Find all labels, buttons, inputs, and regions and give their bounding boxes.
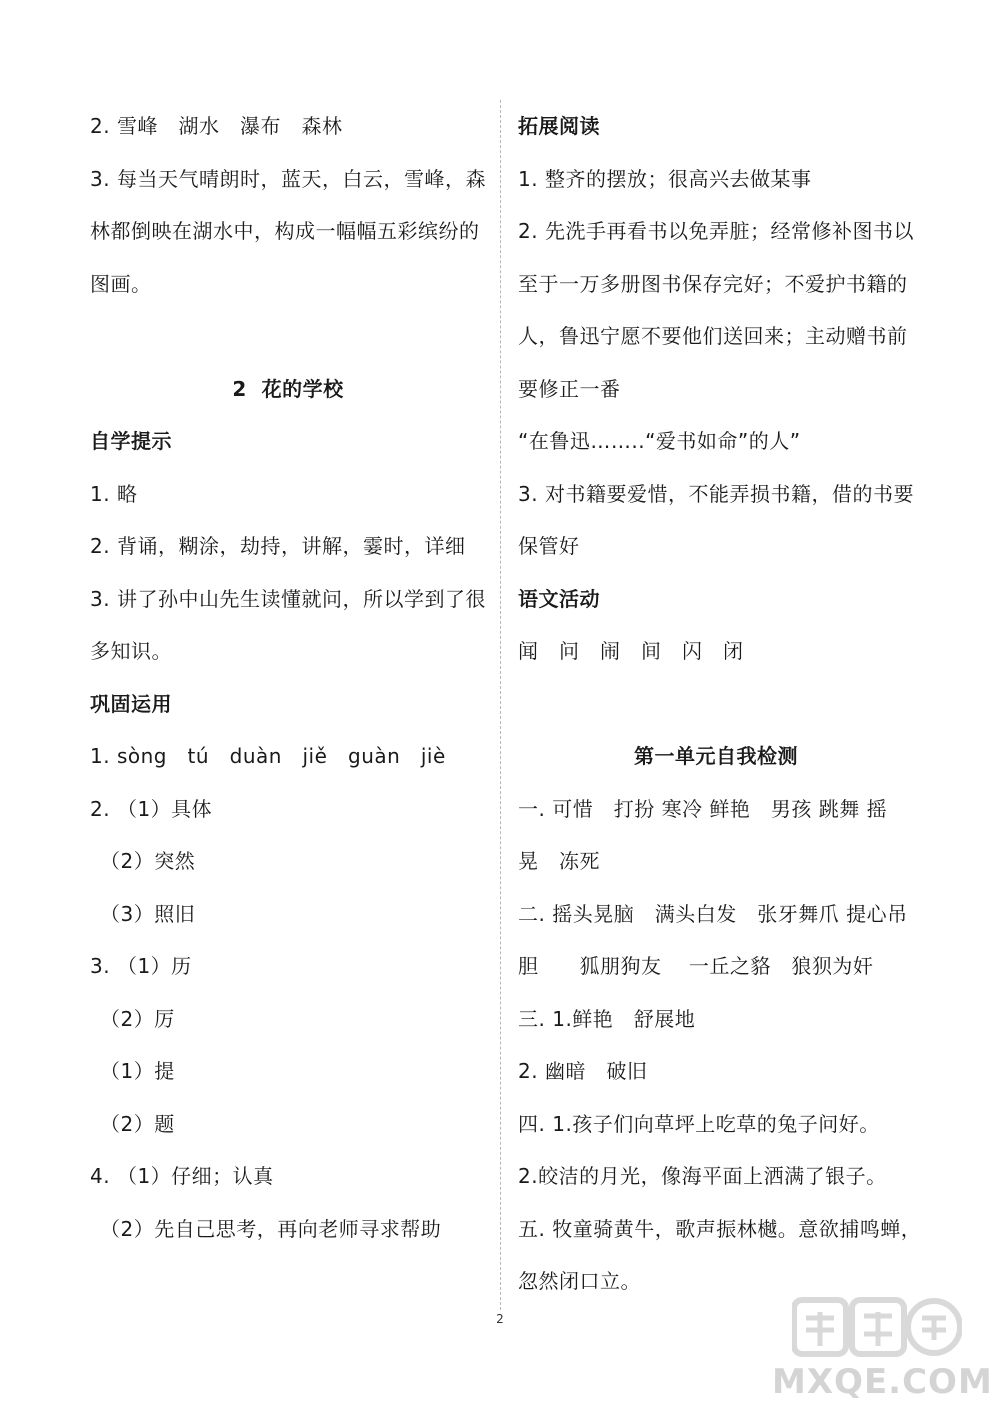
answer-line: 3. 对书籍要爱惜，不能弄损书籍，借的书要 [518,481,914,506]
lesson-title: 第一单元自我检测 [634,744,798,768]
answer-line: 一. 可惜 打扮 寒冷 鲜艳 男孩 跳舞 摇 [518,796,888,821]
answer-line: 晃 冻死 [518,849,600,873]
answer-line: 四. 1.孩子们向草坪上吃草的兔子问好。 [518,1111,880,1136]
answer-line: （2）突然 [100,849,196,873]
answer-line: 1. sòng tú duàn jiě guàn jiè [90,744,446,768]
answer-line: （3）照旧 [100,901,196,926]
answer-line: “在鲁迅……..“爱书如命”的人” [518,429,801,453]
answer-line: 要修正一番 [518,376,621,401]
answer-line: 二. 摇头晃脑 满头白发 张牙舞爪 提心吊 [518,901,908,926]
answer-line: 2. 背诵，糊涂，劫持，讲解，霎时，详细 [90,534,466,558]
answer-line: 3. 每当天气晴朗时，蓝天，白云，雪峰，森 [90,166,486,191]
answer-line: 林都倒映在湖水中，构成一幅幅五彩缤纷的 [90,219,480,243]
answer-line: 1. 略 [90,481,138,506]
answer-line: 三. 1.鲜艳 舒展地 [518,1006,696,1031]
answer-line: 3. （1）历 [90,954,192,978]
answer-line: 2. （1）具体 [90,796,213,821]
answer-line: 2. 先洗手再看书以免弄脏；经常修补图书以 [518,219,914,243]
section-heading: 自学提示 [90,429,172,453]
answer-line: 4. （1）仔细；认真 [90,1164,274,1188]
answer-line: 多知识。 [90,639,172,663]
section-heading: 语文活动 [518,586,600,611]
left-column [90,100,486,1255]
answer-line: 胆 狐朋狗友 一丘之貉 狼狈为奸 [518,954,874,978]
page-number: 2 [496,1312,504,1326]
answer-line: 忽然闭口立。 [518,1269,641,1293]
answer-line: 保管好 [518,534,580,558]
blank-line [518,678,914,731]
right-column [518,100,922,1308]
answer-line: （2）先自己思考，再向老师寻求帮助 [100,1216,442,1241]
answer-line: 2. 雪峰 湖水 瀑布 森林 [90,114,343,138]
answer-line: 2. 幽暗 破旧 [518,1059,648,1083]
column-divider [500,100,501,1310]
answer-line: 闻 问 闹 间 闪 闭 [518,639,744,663]
answer-line: 至于一万多册图书保存完好；不爱护书籍的 [518,271,908,296]
watermark-text: MXQE.COM [772,1362,993,1402]
watermark [772,1296,993,1406]
blank-line [90,310,486,363]
answer-line: 图画。 [90,271,152,296]
section-heading: 巩固运用 [90,691,172,716]
answer-line: （2）厉 [100,1006,175,1031]
answer-line: 2.皎洁的月光，像海平面上洒满了银子。 [518,1164,887,1188]
answer-line: 五. 牧童骑黄牛，歌声振林樾。意欲捕鸣蝉， [518,1216,922,1241]
section-heading: 拓展阅读 [518,114,600,138]
answer-line: （2）题 [100,1111,175,1136]
answer-line: 人，鲁迅宁愿不要他们送回来；主动赠书前 [518,324,908,348]
answer-line: 1. 整齐的摆放；很高兴去做某事 [518,166,812,191]
answer-line: 3. 讲了孙中山先生读懂就问，所以学到了很 [90,586,486,611]
answer-line: （1）提 [100,1059,175,1083]
lesson-title: 2 花的学校 [232,376,344,401]
watermark-logo [792,1296,962,1358]
